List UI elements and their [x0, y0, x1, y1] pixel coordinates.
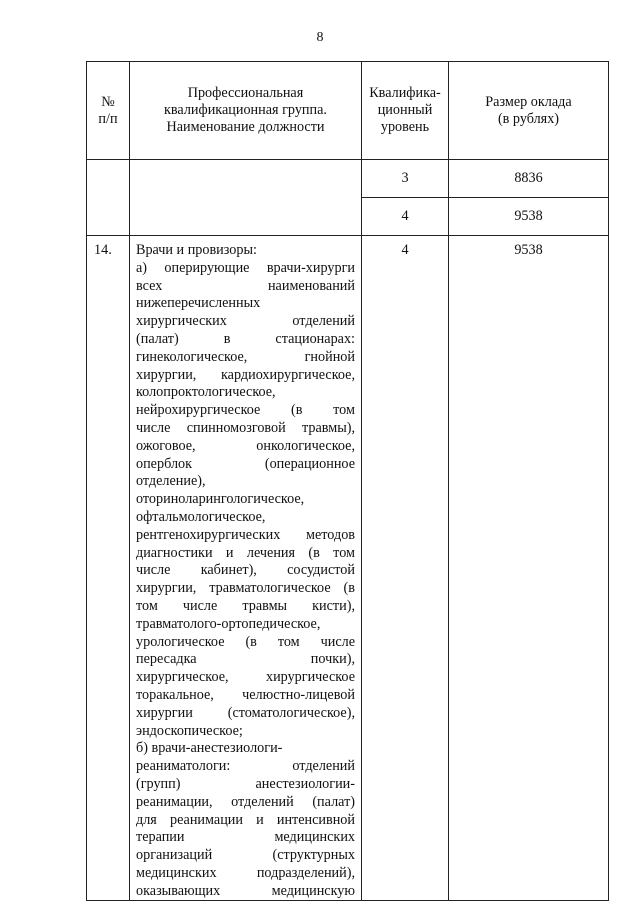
header-number-line: № — [101, 93, 115, 110]
salary-table — [86, 61, 609, 901]
salary-cell: 8836 — [449, 160, 609, 198]
description-lines — [136, 242, 355, 900]
description-line: пересадка почки), — [136, 651, 355, 668]
description-line: урологическое (в том числе — [136, 633, 355, 650]
table-header-row — [87, 62, 609, 160]
description-line: отделение), — [136, 473, 206, 490]
description-line: торакальное, челюстно-лицевой — [136, 686, 355, 703]
description-line: диагностики и лечения (в том — [136, 544, 355, 561]
description-line: нижеперечисленных — [136, 295, 261, 312]
description-line: гинекологическое, гнойной — [136, 348, 355, 365]
header-group-line: Профессиональная — [187, 85, 304, 101]
empty-number-cell — [87, 160, 130, 236]
salary-cell: 9538 — [449, 198, 609, 236]
level-cell: 4 — [362, 236, 449, 901]
salary-cell: 9538 — [449, 236, 609, 901]
description-line: оперблок (операционное — [136, 455, 355, 472]
description-line: а) оперирующие врачи-хирурги — [136, 259, 355, 276]
header-number — [87, 62, 130, 160]
header-number-line: п/п — [98, 110, 118, 127]
description-line: оториноларингологическое, — [136, 491, 305, 508]
description-line: терапии медицинских — [136, 829, 355, 846]
header-level — [362, 62, 449, 160]
description-line: хирургии (стоматологическое), — [136, 704, 355, 721]
description-line: хирургии, травматологическое (в — [136, 580, 355, 597]
description-line: колопроктологическое, — [136, 384, 276, 401]
level-cell: 4 — [362, 198, 449, 236]
header-salary-line: (в рублях) — [497, 110, 560, 127]
page-number: 8 — [316, 30, 324, 45]
description-line: (групп) анестезиологии- — [136, 775, 355, 792]
description-line: рентгенохирургических методов — [136, 526, 355, 543]
header-level-line: Квалифика- — [369, 85, 441, 101]
description-line: организаций (структурных — [136, 847, 355, 864]
description-line: (палат) в стационарах: — [136, 330, 355, 347]
header-group — [130, 62, 362, 160]
level-cell: 3 — [362, 160, 449, 198]
position-description — [130, 236, 362, 901]
description-line: реаниматологи: отделений — [136, 758, 355, 775]
header-level-line: ционный — [377, 102, 433, 118]
description-line: реанимации, отделений (палат) — [136, 793, 355, 810]
description-line: хирургическое, хирургическое — [136, 669, 355, 686]
table-row — [87, 236, 609, 901]
description-line: числе спинномозговой травмы), — [136, 419, 355, 436]
description-line: хирургии, кардиохирургическое, — [136, 366, 355, 383]
header-salary-line: Размер оклада — [485, 93, 572, 110]
table-row — [87, 160, 609, 198]
description-line: Врачи и провизоры: — [136, 242, 257, 258]
description-line: для реанимации и интенсивной — [136, 811, 355, 828]
header-group-line: квалификационная группа. — [164, 102, 327, 118]
description-line: том числе травмы кисти), — [136, 597, 355, 614]
description-line: офтальмологическое, — [136, 508, 266, 525]
description-line: эндоскопическое; — [136, 722, 243, 739]
description-line: нейрохирургическое (в том — [136, 402, 355, 419]
header-level-line: уровень — [380, 119, 430, 135]
description-line: травматолого-ортопедическое, — [136, 615, 321, 632]
row-number: 14. — [87, 236, 130, 901]
description-line: числе кабинет), сосудистой — [136, 562, 355, 579]
empty-group-cell — [130, 160, 362, 236]
header-salary — [449, 62, 609, 160]
header-group-line: Наименование должности — [166, 119, 325, 135]
description-line: ожоговое, онкологическое, — [136, 437, 355, 454]
description-line: всех наименований — [136, 277, 355, 294]
description-line: хирургических отделений — [136, 313, 355, 330]
description-line: медицинских подразделений), — [136, 864, 355, 881]
description-line: оказывающих медицинскую — [136, 882, 355, 899]
description-line: б) врачи-анестезиологи- — [136, 740, 283, 757]
